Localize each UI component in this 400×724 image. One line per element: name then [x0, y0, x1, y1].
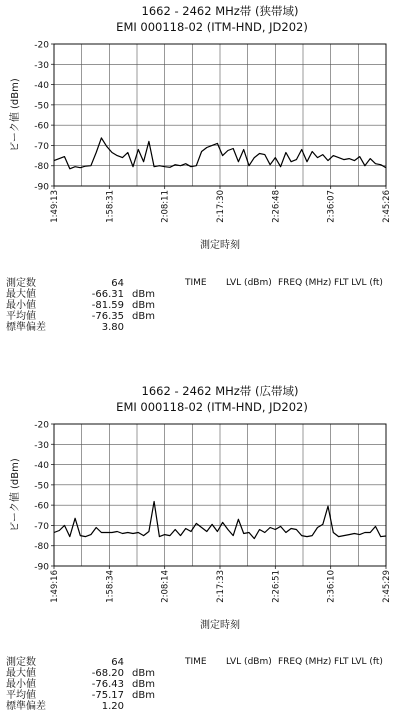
stat-count-value: 64 [111, 278, 124, 289]
stat-count-row [6, 278, 166, 289]
x-tick-label: 1:49:16 [50, 570, 60, 603]
chart-subtitle: EMI 000118-02 (ITM-HND, JD202) [116, 20, 308, 34]
stat-avg-unit: dBm [132, 311, 155, 322]
header-filter-level: FLT LVL (ft) [334, 657, 383, 667]
stat-max-value: -68.20 [91, 668, 124, 679]
stat-avg-row [6, 690, 166, 701]
chart-narrowband [0, 0, 400, 260]
y-tick-label: -40 [34, 461, 49, 472]
header-level: LVL (dBm) [226, 278, 272, 288]
stats-block [6, 657, 166, 712]
stat-max-row [6, 289, 166, 300]
x-tick-label: 1:58:34 [105, 570, 116, 603]
stat-min-value: -76.43 [91, 679, 124, 690]
x-axis-label: 測定時刻 [200, 620, 240, 631]
chart-title: 1662 - 2462 MHz帯 (広帯域) [141, 384, 299, 398]
chart-title: 1662 - 2462 MHz帯 (狭帯域) [141, 4, 299, 18]
stat-min-label: 最小値 [6, 679, 36, 690]
x-tick-label: 2:45:26 [382, 190, 392, 223]
x-tick-label: 2:36:10 [326, 570, 337, 603]
x-tick-label: 2:26:48 [271, 190, 282, 223]
stat-max-unit: dBm [132, 289, 155, 300]
y-tick-label: -30 [34, 440, 49, 451]
chart-panel-wideband [0, 380, 400, 724]
stat-std-label: 標準偏差 [6, 322, 46, 333]
stat-max-label: 最大値 [6, 668, 36, 679]
chart-subtitle: EMI 000118-02 (ITM-HND, JD202) [116, 400, 308, 414]
x-tick-label: 2:08:14 [160, 570, 171, 603]
y-tick-label: -90 [34, 182, 49, 193]
stat-std-row [6, 701, 166, 712]
y-tick-label: -60 [34, 121, 49, 132]
y-tick-label: -20 [34, 420, 49, 431]
x-tick-label: 2:45:29 [382, 570, 392, 603]
stat-avg-row [6, 311, 166, 322]
y-tick-label: -90 [34, 562, 49, 573]
x-tick-label: 2:17:30 [216, 190, 226, 223]
stat-std-value: 3.80 [101, 322, 124, 333]
stat-avg-label: 平均値 [6, 690, 36, 701]
stat-min-unit: dBm [132, 679, 155, 690]
stat-max-label: 最大値 [6, 289, 36, 300]
y-tick-label: -80 [34, 162, 49, 173]
x-tick-label: 1:49:13 [50, 190, 60, 223]
stat-min-label: 最小値 [6, 300, 36, 311]
y-tick-label: -70 [34, 141, 49, 152]
stat-count-value: 64 [111, 657, 124, 668]
x-tick-label: 2:26:51 [271, 570, 282, 603]
stat-min-row [6, 300, 166, 311]
x-tick-label: 1:58:31 [105, 190, 116, 223]
y-axis-label: ピーク値 (dBm) [10, 458, 21, 532]
chart-wideband [0, 380, 400, 640]
y-tick-label: -30 [34, 60, 49, 71]
stat-count-label: 測定数 [6, 278, 36, 289]
y-tick-label: -50 [34, 101, 49, 112]
stat-min-row [6, 679, 166, 690]
stat-count-label: 測定数 [6, 657, 36, 668]
y-tick-label: -20 [34, 40, 49, 51]
stat-std-row [6, 322, 166, 333]
x-tick-label: 2:36:07 [326, 190, 337, 223]
stat-min-unit: dBm [132, 300, 155, 311]
stat-avg-value: -76.35 [91, 311, 124, 322]
x-tick-label: 2:08:11 [160, 190, 171, 223]
y-axis-label: ピーク値 (dBm) [10, 78, 21, 152]
stat-avg-label: 平均値 [6, 311, 36, 322]
x-tick-label: 2:17:33 [216, 570, 226, 603]
header-filter-level: FLT LVL (ft) [334, 278, 383, 288]
y-tick-label: -60 [34, 501, 49, 512]
y-tick-label: -70 [34, 521, 49, 532]
stat-count-row [6, 657, 166, 668]
y-tick-label: -50 [34, 481, 49, 492]
header-time: TIME [185, 657, 207, 667]
stat-min-value: -81.59 [91, 300, 124, 311]
stat-std-value: 1.20 [101, 701, 124, 712]
y-tick-label: -40 [34, 81, 49, 92]
stat-avg-unit: dBm [132, 690, 155, 701]
header-frequency: FREQ (MHz) [278, 278, 332, 288]
header-frequency: FREQ (MHz) [278, 657, 332, 667]
stats-block [6, 278, 166, 333]
stat-max-row [6, 668, 166, 679]
stat-max-unit: dBm [132, 668, 155, 679]
header-time: TIME [185, 278, 207, 288]
stat-avg-value: -75.17 [91, 690, 124, 701]
header-level: LVL (dBm) [226, 657, 272, 667]
y-tick-label: -80 [34, 542, 49, 553]
x-axis-label: 測定時刻 [200, 240, 240, 251]
stat-std-label: 標準偏差 [6, 701, 46, 712]
stat-max-value: -66.31 [91, 289, 124, 300]
